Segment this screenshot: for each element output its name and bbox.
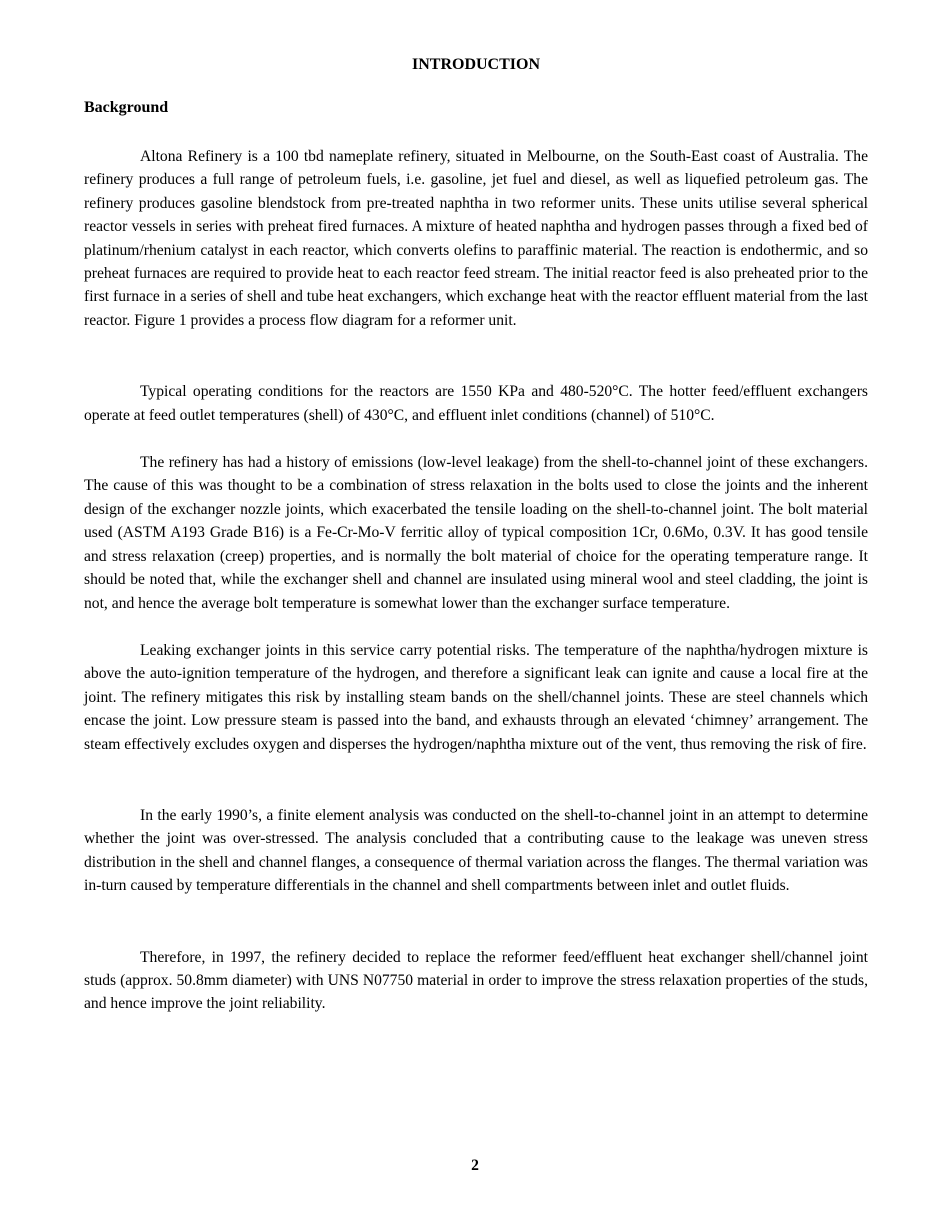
page-number: 2 [471, 1157, 479, 1174]
paragraph-stud-replacement: Therefore, in 1997, the refinery decided to replace the reformer feed/effluent heat exchanger shell/channel joint studs (approx. 50.8mm diameter) with UNS N07750 material in order to improve the stress relaxation properties of the studs, and hence improve the joint reliability. [84, 948, 868, 1013]
paragraph-emissions-history: The refinery has had a history of emissions (low-level leakage) from the shell-to-channel joint of these exchangers. The cause of this was thought to be a combination of stress relaxation in the bolts used to close the joints and the inherent design of the exchanger nozzle joints, which exacerbated the tensile loading on the shell-to-channel joint. The bolt material used (ASTM A193 Grade B16) is a Fe-Cr-Mo-V ferritic alloy of typical composition 1Cr, 0.6Mo, 0.3V. It has good tensile and stress relaxation (creep) properties, and is normally the bolt material of choice for the operating temperature range. It should be noted that, while the exchanger shell and channel are insulated using mineral wool and steel cladding, the joint is not, and hence the average bolt temperature is somewhat lower than the exchanger surface temperature. [84, 454, 868, 612]
page-title: INTRODUCTION [411, 56, 540, 73]
paragraph-operating-conditions: Typical operating conditions for the reactors are 1550 KPa and 480-520°C. The hotter feed/effluent exchangers operate at feed outlet temperatures (shell) of 430°C, and effluent inlet conditions (channel) of 510°C. [84, 383, 868, 424]
paragraph-finite-element-analysis: In the early 1990’s, a finite element analysis was conducted on the shell-to-channel joint in an attempt to determine whether the joint was over-stressed. The analysis concluded that a contributing cause to the leakage was uneven stress distribution in the shell and channel flanges, a consequence of thermal variation across the flanges. The thermal variation was in-turn caused by temperature differentials in the channel and shell compartments between inlet and outlet fluids. [84, 806, 868, 895]
paragraph-leak-risks: Leaking exchanger joints in this service carry potential risks. The temperature of the naphtha/hydrogen mixture is above the auto-ignition temperature of the hydrogen, and therefore a significant leak can ignite and cause a local fire at the joint. The refinery mitigates this risk by installing steam bands on the shell/channel joints. These are steel channels which encase the joint. Low pressure steam is passed into the band, and exhausts through an elevated ‘chimney’ arrangement. The steam effectively excludes oxygen and disperses the hydrogen/naphtha mixture out of the vent, thus removing the risk of fire. [84, 641, 868, 753]
section-heading: Background [84, 99, 169, 116]
document-page [84, 54, 868, 1016]
paragraph-refinery-overview: Altona Refinery is a 100 tbd nameplate refinery, situated in Melbourne, on the South-East coast of Australia. The refinery produces a full range of petroleum fuels, i.e. gasoline, jet fuel and diesel, as well as liquefied petroleum gas. The refinery produces gasoline blendstock from pre-treated naphtha in two reformer units. These units utilise several spherical reactor vessels in series with preheat fired furnaces. A mixture of heated naphtha and hydrogen passes through a fixed bed of platinum/rhenium catalyst in each reactor, which converts olefins to paraffinic material. The reaction is endothermic, and so preheat furnaces are required to provide heat to each reactor feed stream. The initial reactor feed is also preheated prior to the first furnace in a series of shell and tube heat exchangers, which exchange heat with the reactor effluent material from the last reactor. Figure 1 provides a process flow diagram for a reformer unit. [84, 148, 868, 329]
